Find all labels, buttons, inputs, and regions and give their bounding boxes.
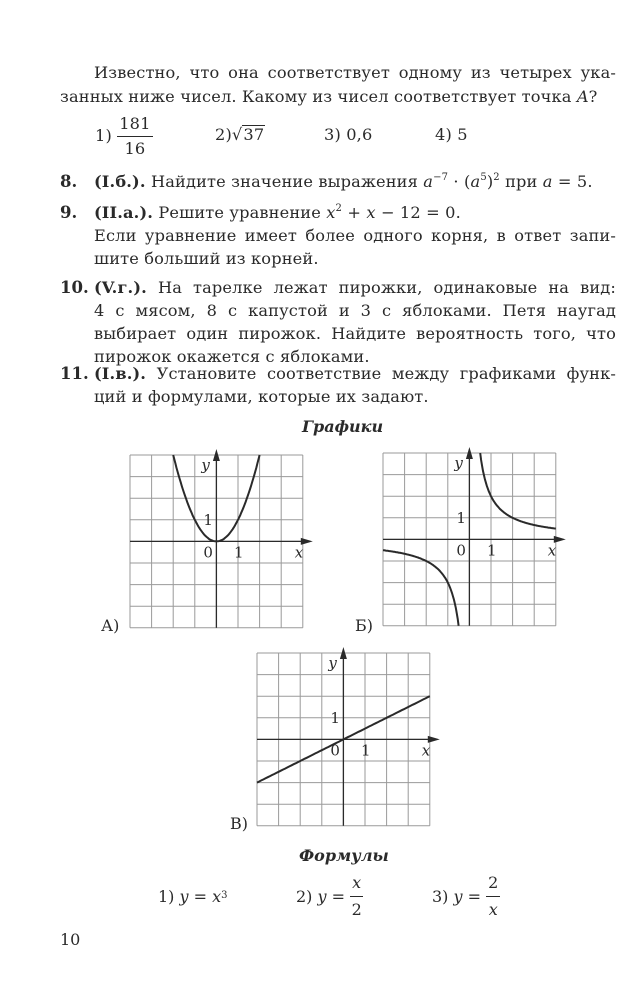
formula-1-label: 1): [158, 886, 175, 906]
graph-v: [252, 646, 442, 832]
y-tick-label: 1: [456, 508, 466, 527]
problem-9-line-1: [94, 203, 461, 223]
var-x: x: [366, 203, 376, 222]
var-a: a: [423, 172, 434, 191]
var-a: a: [470, 172, 481, 191]
option-2-label: 2): [215, 125, 232, 144]
x-tick-label: 1: [234, 543, 244, 562]
problem-8-text: Найдите значение выражения: [150, 172, 418, 191]
origin-label: 0: [330, 741, 340, 760]
origin-label: 0: [203, 543, 213, 562]
graphs-heading: Графики: [302, 417, 384, 436]
problem-9-text: Решите уравнение: [158, 203, 321, 222]
problem-11-line-2: ций и формулами, которые их задают.: [94, 387, 429, 406]
problem-11-tag: (I.в.).: [94, 364, 147, 383]
option-3-label: 3): [324, 125, 341, 144]
formula-2: [296, 872, 363, 920]
problem-10-tag: (V.г.).: [94, 278, 147, 297]
operator: · (: [448, 172, 471, 191]
x-axis-label: x: [547, 541, 557, 560]
option-1-fraction: [117, 114, 152, 159]
problem-8-tag: (I.б.).: [94, 172, 146, 191]
numerator: x: [350, 872, 363, 897]
option-3: [324, 125, 372, 145]
formula-1: 1) y = x 3: [158, 886, 228, 906]
problem-10-line-4: пирожок окажется с яблоками.: [94, 347, 370, 366]
denominator: x: [488, 899, 498, 919]
x-axis-label: x: [421, 741, 431, 760]
formula-2-label: 2): [296, 886, 313, 906]
equals: =: [188, 886, 213, 906]
x-axis-label: x: [294, 543, 304, 562]
problem-11-number: 11.: [60, 364, 89, 383]
denominator: 2: [351, 899, 362, 919]
formulas-heading: Формулы: [299, 846, 389, 865]
problem-10-number: 10.: [60, 278, 89, 297]
graph-a-label: А): [101, 616, 120, 635]
intro-line-2: [60, 87, 616, 107]
y-tick-label: 1: [330, 708, 340, 727]
var-y: y: [453, 886, 463, 906]
exponent: −7: [433, 172, 449, 183]
hyperbola-curve: [383, 550, 459, 626]
formula-3-fraction: [486, 872, 500, 921]
option-1-label: 1): [95, 126, 112, 145]
graph-b-label: Б): [355, 616, 373, 635]
equation-end: − 12 = 0.: [375, 203, 461, 222]
hyperbola-curve: [480, 453, 556, 529]
origin-label: 0: [456, 541, 466, 560]
exponent: 5: [480, 172, 487, 183]
equals: =: [462, 886, 487, 906]
option-4-label: 4): [435, 125, 452, 144]
problem-9-line-3: шите больший из корней.: [94, 249, 319, 268]
option-1-denominator: 16: [124, 138, 146, 158]
problem-11-text: Установите соответствие между графиками функ-: [156, 364, 616, 383]
problem-10-line-3: выбирает один пирожок. Найдите вероятность того, что: [94, 324, 616, 343]
sqrt-icon: √: [231, 125, 243, 144]
var-y: y: [317, 886, 327, 906]
problem-9-number: 9.: [60, 203, 78, 222]
x-tick-label: 1: [487, 541, 497, 560]
formula-3: [432, 872, 500, 920]
y-axis-label: y: [454, 454, 463, 472]
point-a: A: [576, 87, 589, 106]
var-x: x: [212, 886, 222, 906]
intro-line-1: Известно, что она соответствует одному из четырех ука-: [94, 63, 616, 82]
formula-2-fraction: [350, 872, 363, 921]
problem-10-line-1: [94, 278, 616, 298]
condition-value: = 5.: [552, 172, 593, 191]
x-tick-label: 1: [361, 741, 371, 760]
option-4: [435, 125, 468, 145]
exponent: 2: [493, 172, 500, 183]
condition-word: при: [499, 172, 543, 191]
page-number: 10: [60, 930, 81, 949]
graph-a: [125, 448, 315, 634]
problem-9-line-2: Если уравнение имеет более одного корня, в ответ запи-: [94, 226, 616, 245]
numerator: 2: [486, 872, 500, 897]
y-axis-label: y: [201, 456, 210, 474]
graph-v-label: В): [230, 814, 248, 833]
y-tick-label: 1: [203, 510, 213, 529]
graph-b: [378, 446, 568, 634]
operator: +: [342, 203, 367, 222]
y-axis-label: y: [328, 654, 337, 672]
option-2: [215, 125, 265, 145]
var-x: x: [326, 203, 336, 222]
option-3-value: 0,6: [346, 125, 373, 144]
paren: ): [486, 172, 494, 191]
intro-line-2-text: занных ниже чисел. Какому из чисел соответствует точка: [60, 87, 577, 106]
option-4-value: 5: [457, 125, 468, 144]
exponent: 2: [335, 203, 343, 214]
option-1: [95, 112, 153, 160]
question-mark: ?: [588, 87, 598, 106]
formula-3-label: 3): [432, 886, 449, 906]
problem-10-line-2: 4 с мясом, 8 с капустой и 3 с яблоками. Петя наугад: [94, 301, 616, 320]
option-2-radicand: 37: [243, 125, 265, 144]
option-1-numerator: 181: [117, 114, 152, 137]
problem-9-tag: (II.а.).: [94, 203, 154, 222]
problem-8-number: 8.: [60, 172, 78, 191]
problem-8: [94, 172, 593, 192]
problem-10-text: На тарелке лежат пирожки, одинаковые на вид:: [157, 278, 617, 297]
var-y: y: [179, 886, 189, 906]
equals: =: [326, 886, 351, 906]
problem-11-line-1: [94, 364, 616, 384]
var-a: a: [542, 172, 553, 191]
